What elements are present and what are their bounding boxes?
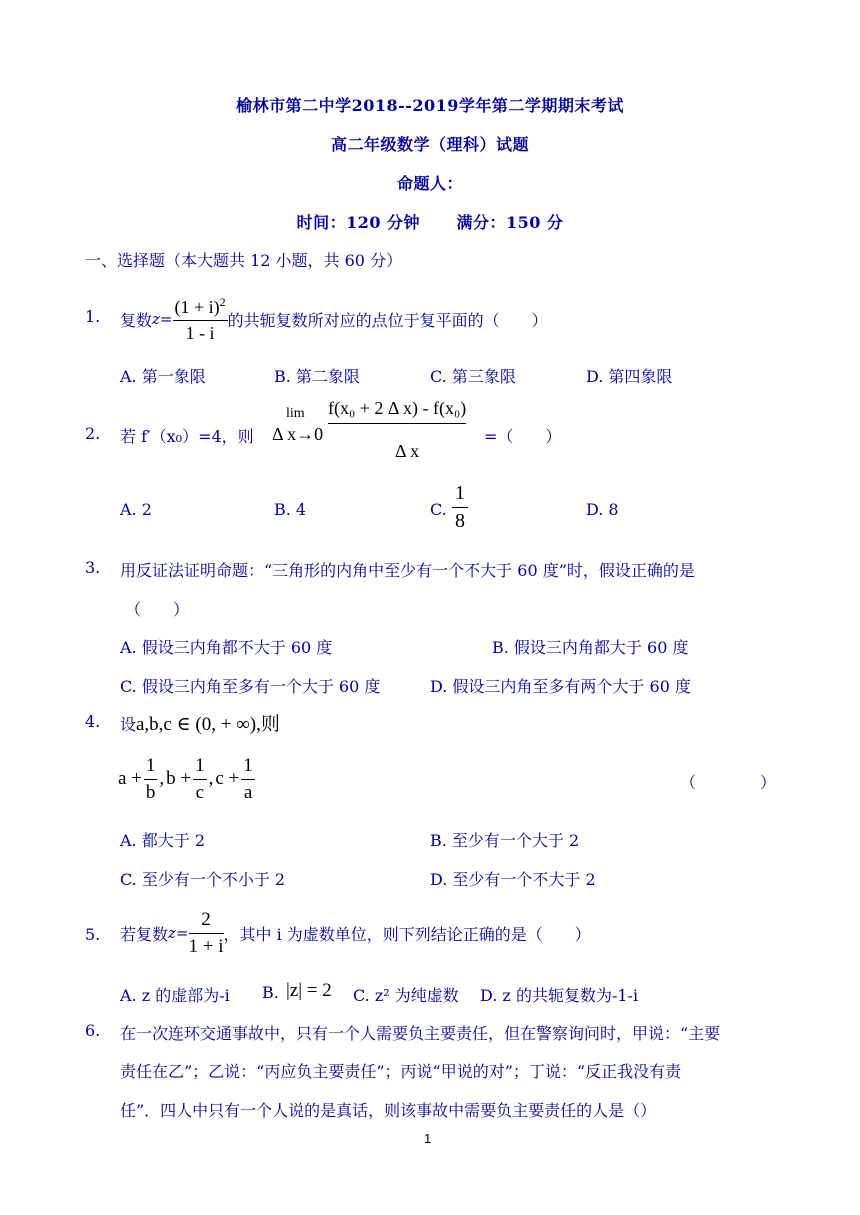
stem-text: 复数 (120, 310, 153, 330)
option-a: A. 假设三内角都不大于 60 度 (120, 638, 333, 657)
numerator: 1 (144, 755, 158, 780)
question-tail: =（ ） (484, 427, 562, 446)
exam-subject: 高二年级数学（理科）试题 (330, 135, 529, 154)
option-c: C. 假设三内角至多有一个大于 60 度 (120, 677, 381, 696)
option-d: D. 第四象限 (586, 367, 673, 386)
question-stem: 若 f′（x₀）=4，则 (120, 427, 254, 446)
stem-text-tail: 的共轭复数所对应的点位于复平面的（ ） (227, 310, 548, 330)
denominator: a (243, 781, 253, 803)
denominator: b (145, 781, 156, 803)
option-b: B. 至少有一个大于 2 (430, 831, 580, 850)
sum-expression: a + $\frac{1}{b}$ , b + $\frac{1}{c}$ , c + $\frac{1}{a}$ (118, 754, 253, 803)
question-stem (120, 292, 548, 346)
option-c-fraction (452, 482, 468, 533)
time-score-line: 时间：120 分钟 满分：150 分 (296, 213, 564, 232)
term-c: c + (215, 768, 240, 789)
answer-paren: （ ） (680, 773, 777, 792)
numerator: 2 (189, 909, 224, 934)
option-b-math: |z| = 2 (286, 980, 332, 1001)
option-c: C. z² 为纯虚数 (353, 986, 459, 1005)
exponent: 2 (219, 294, 226, 309)
numerator: 1 (241, 755, 255, 780)
fraction-1-over-a (241, 755, 255, 804)
option-d: D. 假设三内角至多有两个大于 60 度 (430, 677, 691, 696)
numerator: 1 (452, 482, 468, 508)
denominator: c (195, 781, 205, 803)
limit-numerator: f(x₀ + 2 Δ x) - f(x₀) (328, 398, 466, 424)
option-a: A. 都大于 2 (120, 831, 205, 850)
option-c: C. 第三象限 (430, 367, 516, 386)
question-stem-prefix: 设 (120, 715, 137, 734)
answer-paren: （ ） (125, 600, 190, 619)
question-number: 6. (85, 1021, 101, 1040)
condition-expression: a,b,c ∈ (0, + ∞),则 (136, 714, 280, 735)
option-a: A. 第一象限 (120, 367, 206, 386)
question-number: 1. (85, 307, 101, 326)
limit-denominator: Δ x (395, 441, 420, 461)
question-line-1: 在一次连环交通事故中，只有一个人需要负主要责任，但在警察询问时，甲说：“主要 (120, 1024, 721, 1043)
option-b: B. 4 (274, 500, 307, 519)
denominator: 1 - i (185, 322, 215, 343)
question-number: 4. (85, 712, 101, 731)
term-a: a + (118, 768, 142, 789)
section-heading: 一、选择题（本大题共 12 小题，共 60 分） (85, 251, 403, 270)
option-b: B. (262, 983, 279, 1002)
option-d: D. z 的共轭复数为-1-i (480, 986, 639, 1005)
option-c: C. 至少有一个不小于 2 (120, 870, 286, 889)
numerator (173, 295, 228, 321)
fraction-1-over-b (144, 755, 158, 804)
question-number: 3. (85, 558, 101, 577)
author-line: 命题人： (396, 174, 463, 193)
option-b: B. 第二象限 (274, 367, 360, 386)
denominator: 1 + i (188, 935, 224, 957)
fraction (173, 295, 228, 344)
question-line-3: 任”．四人中只有一个人说的是真话，则该事故中需要负主要责任的人是（） (120, 1101, 657, 1120)
fraction-1-over-c (193, 755, 207, 804)
numerator: 1 (193, 755, 207, 780)
option-d: D. 8 (586, 500, 619, 519)
option-a: A. 2 (120, 500, 152, 519)
stem-text-tail: ，其中 i 为虚数单位，则下列结论正确的是（ ） (223, 924, 591, 944)
question-number: 5. (85, 925, 101, 944)
question-line-2: 责任在乙”；乙说：“丙应负主要责任”；丙说“甲说的对”；丁说：“反正我没有责 (120, 1062, 682, 1081)
stem-text: 若复数 (120, 924, 169, 944)
variable-z: z= (168, 924, 189, 942)
question-stem: 用反证法证明命题：“三角形的内角中至少有一个不大于 60 度”时，假设正确的是 (120, 561, 695, 580)
term-b: b + (166, 768, 192, 789)
numerator-text: (1 + i) (174, 296, 220, 317)
option-a: A. z 的虚部为-i (120, 986, 230, 1005)
question-number: 2. (85, 424, 101, 443)
lim-label: lim (286, 406, 305, 421)
question-stem (120, 905, 591, 961)
option-d: D. 至少有一个不大于 2 (430, 870, 596, 889)
option-c: C. (430, 500, 447, 519)
lim-subscript: Δ x→0 (272, 424, 324, 444)
fraction (189, 909, 224, 958)
page-number: 1 (424, 1131, 432, 1146)
school-title: 榆林市第二中学2018--2019学年第二学期期末考试 (236, 96, 624, 115)
denominator: 8 (455, 510, 465, 532)
option-b: B. 假设三内角都大于 60 度 (492, 638, 689, 657)
variable-z: z= (152, 310, 173, 328)
